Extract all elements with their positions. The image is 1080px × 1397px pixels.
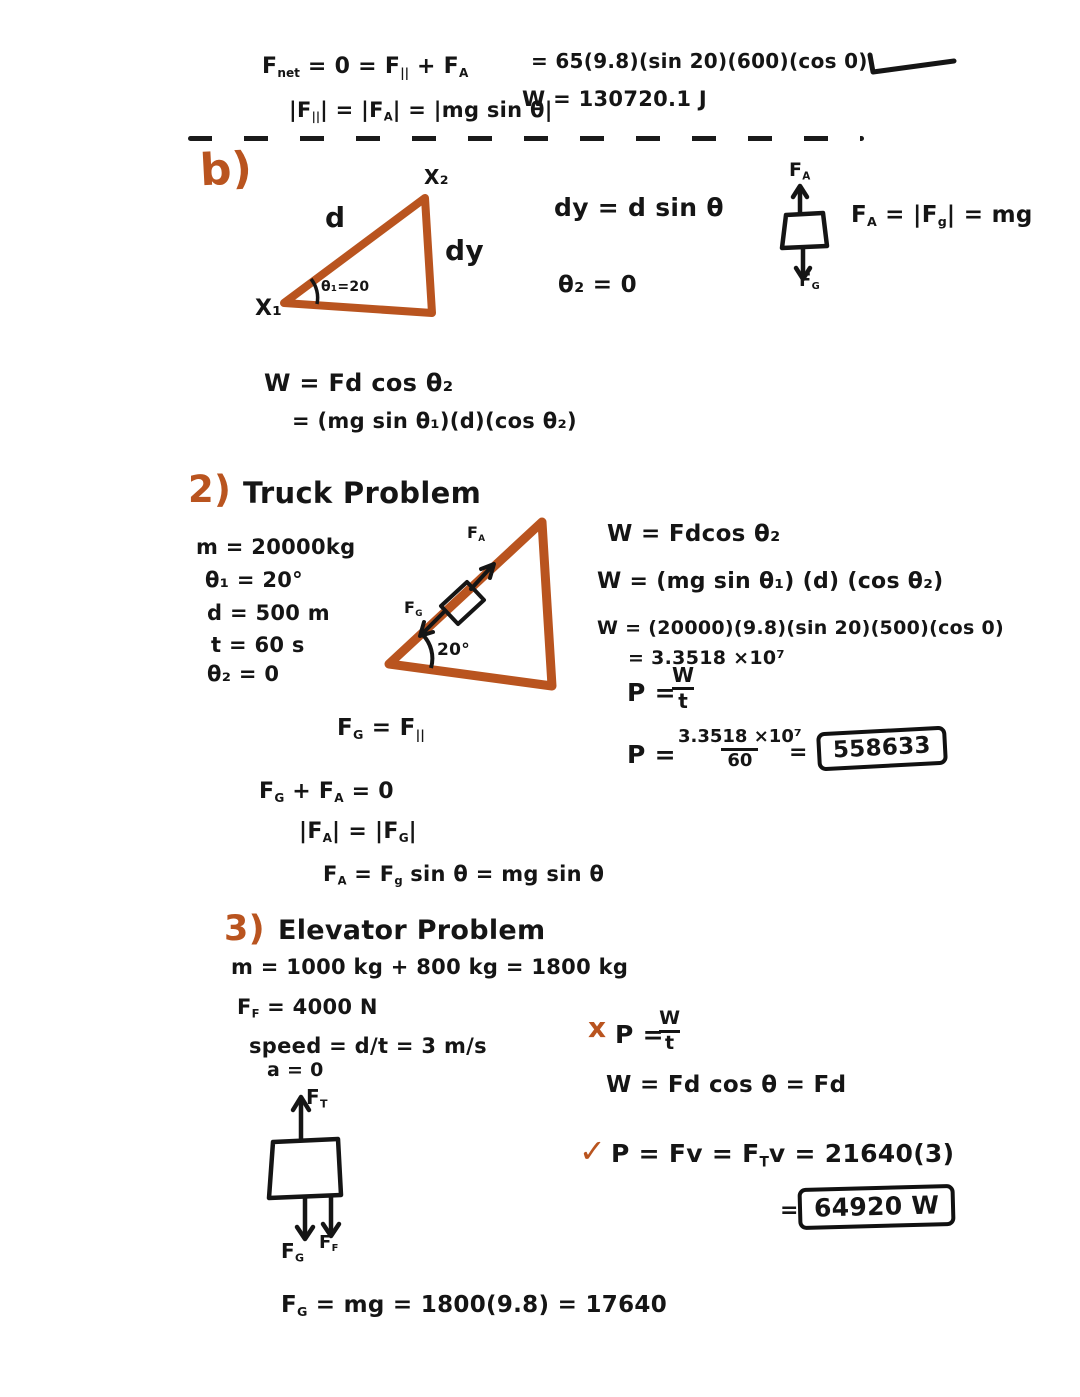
fraction-denominator: t: [672, 687, 694, 713]
equation-force-magnitudes: $|F_{||}| = |F_A| = |mg$ sin θ|: [289, 98, 553, 124]
elevator-given-speed: speed = d/t = 3 m/s: [249, 1034, 487, 1058]
elevator-power-calc: $P = Fv = F_Tv = 21640(3)$: [611, 1139, 955, 1171]
fbd-elevator-label-ft: $F_T$: [306, 1085, 328, 1111]
given-theta2: θ₂ = 0: [207, 662, 280, 686]
triangle-label-x2: X₂: [424, 165, 449, 189]
fraction-denominator: 60: [721, 748, 758, 772]
equals-sign: =: [780, 1198, 799, 1223]
partial-answer-box: [862, 50, 962, 80]
x-mark-icon: x: [588, 1011, 607, 1044]
fbd-b-label-fa: $F_A$: [789, 159, 811, 183]
triangle-label-x1: X₁: [255, 296, 283, 321]
elevator-given-acceleration: a = 0: [267, 1059, 324, 1081]
fraction-denominator: t: [659, 1030, 680, 1055]
problem-2-title: Truck Problem: [243, 476, 482, 510]
power-calc-fraction: [678, 727, 802, 771]
part-b-label: b): [198, 142, 254, 197]
fraction-numerator: W: [659, 1007, 681, 1029]
given-theta1: θ₁ = 20°: [205, 568, 303, 592]
truck-equation-5: $F_G = F_{||}$: [337, 715, 425, 743]
given-mass: m = 20000kg: [196, 535, 356, 559]
equals-sign: =: [789, 740, 808, 765]
elevator-answer-box: 64920 W: [797, 1184, 955, 1230]
fbd-b-label-fg: $F_G$: [799, 270, 820, 293]
truck-equation-7: $|F_A| = |F_G|$: [299, 819, 417, 845]
equation-dy: dy = d sin θ: [554, 193, 724, 222]
elevator-power-fraction: [659, 1008, 680, 1055]
power-formula-fraction: [672, 664, 694, 713]
elevator-given-mass: m = 1000 kg + 800 kg = 1800 kg: [231, 955, 629, 979]
given-distance: d = 500 m: [207, 601, 330, 625]
problem-2-number: 2): [188, 468, 232, 511]
fraction-numerator: 3.3518 ×10⁷: [678, 726, 802, 747]
elevator-fg-equation: $F_G$ = mg = 1800(9.8) = 17640: [281, 1292, 667, 1320]
power-formula-label: P =: [627, 678, 676, 707]
problem-3-number: 3): [224, 909, 265, 949]
equation-work-result: W = 130720.1 J: [522, 87, 707, 111]
truck-equation-8: $F_A = F_g$ sin θ = mg sin θ: [323, 862, 605, 888]
truck-diagram-label-fa: $F_A$: [467, 523, 486, 544]
truck-diagram-label-angle: 20°: [437, 640, 471, 660]
elevator-work-equation: W = Fd cos θ = Fd: [606, 1072, 847, 1098]
equation-fa-equals-mg: $F_A = |F_g|$ = mg: [851, 202, 1033, 230]
truck-answer-box: 558633: [816, 726, 948, 772]
equation-work-expanded: = (mg sin θ₁)(d)(cos θ₂): [292, 409, 577, 433]
elevator-power-label: P =: [615, 1020, 664, 1049]
check-mark-icon: ✓: [579, 1132, 607, 1170]
power-calc-label: P =: [627, 740, 676, 769]
triangle-label-d: d: [325, 201, 346, 234]
elevator-given-friction: $F_F = 4000$ N: [237, 995, 378, 1021]
equation-theta2: θ₂ = 0: [558, 272, 637, 298]
truck-equation-1: W = Fdcos θ₂: [607, 521, 781, 547]
triangle-label-angle: θ₁=20: [321, 279, 370, 295]
incline-triangle-diagram-b: [268, 182, 453, 332]
equation-work-cos: W = Fd cos θ₂: [264, 369, 454, 397]
truck-equation-6: $F_G + F_A = 0$: [259, 779, 394, 805]
fraction-numerator: W: [672, 663, 695, 687]
dashed-separator: [188, 136, 864, 141]
given-time: t = 60 s: [211, 633, 305, 657]
fbd-elevator-label-ff: $F_F$: [319, 1232, 339, 1255]
equation-fnet: $F_{net} = 0 = F_{||} + F_A$: [262, 54, 469, 80]
truck-equation-2: W = (mg sin θ₁) (d) (cos θ₂): [597, 569, 944, 594]
fbd-elevator-label-fg: $F_G$: [281, 1239, 304, 1265]
truck-equation-3: W = (20000)(9.8)(sin 20)(500)(cos 0): [597, 617, 1005, 639]
triangle-label-dy: dy: [445, 234, 484, 267]
truck-equation-4: = 3.3518 ×10⁷: [628, 647, 786, 669]
truck-diagram-label-fg: $F_G$: [404, 598, 423, 619]
equation-work-substitution: = 65(9.8)(sin 20)(600)(cos 0): [531, 49, 868, 73]
problem-3-title: Elevator Problem: [278, 915, 546, 946]
